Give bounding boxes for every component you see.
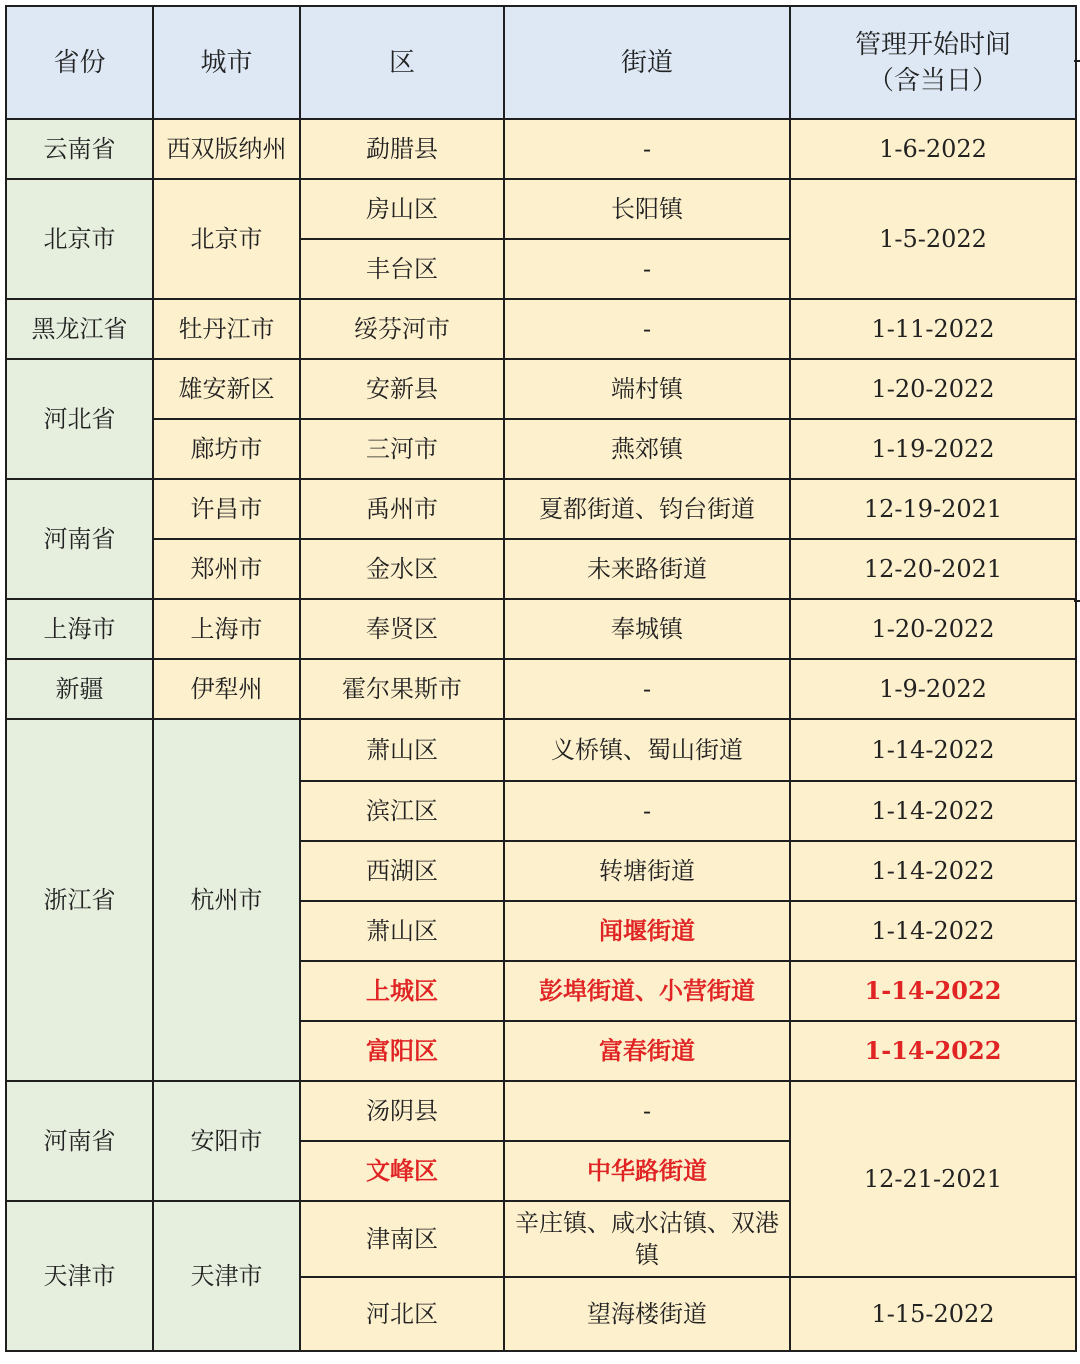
street-cell-highlighted: 富春街道 (504, 1021, 790, 1081)
district-cell: 西湖区 (300, 841, 504, 901)
province-cell: 浙江省 (6, 719, 153, 1081)
street-cell: - (504, 1081, 790, 1141)
table-row (6, 179, 1076, 239)
district-cell: 丰台区 (300, 239, 504, 299)
street-cell: 义桥镇、蜀山街道 (504, 719, 790, 781)
date-cell: 1-20-2022 (790, 599, 1076, 659)
date-cell: 1-14-2022 (790, 781, 1076, 841)
district-cell: 萧山区 (300, 719, 504, 781)
street-cell: 望海楼街道 (504, 1277, 790, 1351)
city-cell: 牡丹江市 (153, 299, 300, 359)
date-cell: 1-9-2022 (790, 659, 1076, 719)
district-cell: 奉贤区 (300, 599, 504, 659)
district-cell: 绥芬河市 (300, 299, 504, 359)
city-cell: 杭州市 (153, 719, 300, 1081)
city-cell: 许昌市 (153, 479, 300, 539)
district-cell: 禹州市 (300, 479, 504, 539)
street-cell: - (504, 119, 790, 179)
date-cell: 12-20-2021 (790, 539, 1076, 599)
management-table (5, 5, 1077, 1352)
province-cell: 新疆 (6, 659, 153, 719)
date-cell: 1-15-2022 (790, 1277, 1076, 1351)
date-cell: 1-14-2022 (790, 841, 1076, 901)
table-row (6, 659, 1076, 719)
table-row (6, 419, 1076, 479)
district-cell: 霍尔果斯市 (300, 659, 504, 719)
province-cell: 天津市 (6, 1201, 153, 1351)
street-cell: - (504, 299, 790, 359)
street-cell: - (504, 781, 790, 841)
table-row (6, 599, 1076, 659)
street-cell-highlighted: 中华路街道 (504, 1141, 790, 1201)
district-cell: 金水区 (300, 539, 504, 599)
header-district: 区 (300, 6, 504, 119)
street-cell: 夏都街道、钧台街道 (504, 479, 790, 539)
province-cell: 云南省 (6, 119, 153, 179)
date-cell: 1-11-2022 (790, 299, 1076, 359)
table-row (6, 299, 1076, 359)
district-cell-highlighted: 上城区 (300, 961, 504, 1021)
district-cell: 津南区 (300, 1201, 504, 1277)
street-cell: - (504, 239, 790, 299)
street-cell: 长阳镇 (504, 179, 790, 239)
city-cell: 西双版纳州 (153, 119, 300, 179)
province-cell: 河北省 (6, 359, 153, 479)
date-cell-highlighted: 1-14-2022 (790, 961, 1076, 1021)
city-cell: 郑州市 (153, 539, 300, 599)
date-cell: 1-19-2022 (790, 419, 1076, 479)
date-cell: 1-14-2022 (790, 719, 1076, 781)
district-cell: 三河市 (300, 419, 504, 479)
city-cell: 天津市 (153, 1201, 300, 1351)
street-cell: 燕郊镇 (504, 419, 790, 479)
district-cell: 安新县 (300, 359, 504, 419)
district-cell: 滨江区 (300, 781, 504, 841)
header-row (6, 6, 1076, 119)
date-cell: 1-20-2022 (790, 359, 1076, 419)
province-cell: 上海市 (6, 599, 153, 659)
district-cell: 勐腊县 (300, 119, 504, 179)
street-cell: 端村镇 (504, 359, 790, 419)
date-cell: 1-14-2022 (790, 901, 1076, 961)
table-row (6, 359, 1076, 419)
table-row (6, 1081, 1076, 1141)
city-cell: 雄安新区 (153, 359, 300, 419)
street-cell: 转塘街道 (504, 841, 790, 901)
province-cell: 北京市 (6, 179, 153, 299)
street-cell-highlighted: 闻堰街道 (504, 901, 790, 961)
street-cell: - (504, 659, 790, 719)
street-cell: 奉城镇 (504, 599, 790, 659)
date-cell: 1-5-2022 (790, 179, 1076, 299)
cropped-border-mark (1074, 600, 1080, 602)
city-cell: 北京市 (153, 179, 300, 299)
street-cell-highlighted: 彭埠街道、小营街道 (504, 961, 790, 1021)
table-row (6, 119, 1076, 179)
street-cell: 辛庄镇、咸水沽镇、双港镇 (504, 1201, 790, 1277)
city-cell: 安阳市 (153, 1081, 300, 1201)
date-cell: 12-19-2021 (790, 479, 1076, 539)
header-city: 城市 (153, 6, 300, 119)
date-cell-highlighted: 1-14-2022 (790, 1021, 1076, 1081)
province-cell: 黑龙江省 (6, 299, 153, 359)
header-province: 省份 (6, 6, 153, 119)
date-cell: 12-21-2021 (790, 1081, 1076, 1277)
district-cell: 房山区 (300, 179, 504, 239)
district-cell-highlighted: 富阳区 (300, 1021, 504, 1081)
street-cell: 未来路街道 (504, 539, 790, 599)
province-cell: 河南省 (6, 479, 153, 599)
cropped-border-mark (1074, 60, 1080, 62)
header-start-time: 管理开始时间 （含当日） (790, 6, 1076, 119)
district-cell: 河北区 (300, 1277, 504, 1351)
district-cell-highlighted: 文峰区 (300, 1141, 504, 1201)
city-cell: 伊犁州 (153, 659, 300, 719)
province-cell: 河南省 (6, 1081, 153, 1201)
table-row (6, 719, 1076, 781)
city-cell: 廊坊市 (153, 419, 300, 479)
table-row (6, 479, 1076, 539)
header-street: 街道 (504, 6, 790, 119)
city-cell: 上海市 (153, 599, 300, 659)
district-cell: 汤阴县 (300, 1081, 504, 1141)
table-row (6, 539, 1076, 599)
district-cell: 萧山区 (300, 901, 504, 961)
date-cell: 1-6-2022 (790, 119, 1076, 179)
